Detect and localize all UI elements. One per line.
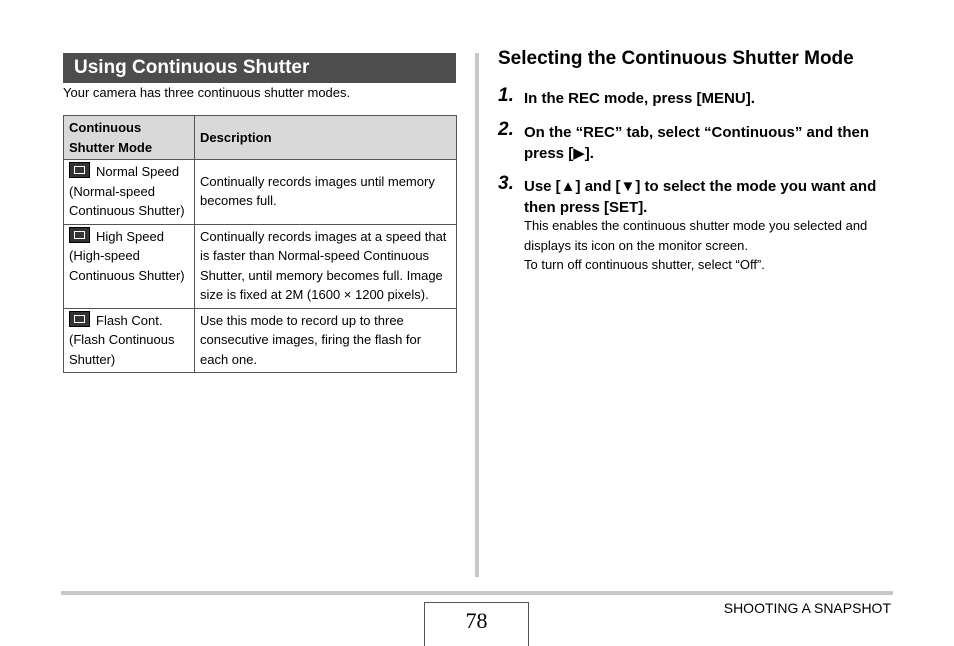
step-text: Use [▲] and [▼] to select the mode you want and then press [SET]. [524, 178, 877, 216]
description-cell: Continually records images at a speed that is faster than Normal-speed Continuous Shutter, until memory becomes full. Image size is fixed at 2M (1600 × 1200 pixels). [195, 224, 457, 308]
table-row [64, 308, 457, 373]
flash-cont-icon [69, 311, 90, 327]
mode-name: Flash Cont. [96, 312, 163, 328]
footer-section-name: SHOOTING A SNAPSHOT [723, 600, 891, 616]
high-speed-icon [69, 227, 90, 243]
mode-name: Normal Speed [96, 164, 180, 179]
step-number: 3. [498, 173, 514, 194]
header-description: Description [195, 116, 457, 160]
mode-name: High Speed [96, 228, 164, 244]
modes-table [63, 115, 457, 373]
step-text: In the REC mode, press [MENU]. [524, 90, 755, 107]
mode-detail: (Normal-speed Continuous Shutter) [69, 183, 185, 218]
note-text: To turn off continuous shutter, select “Off”. [524, 257, 765, 272]
intro-text: Your camera has three continuous shutter modes. [63, 85, 351, 100]
table-row [64, 160, 457, 225]
mode-cell [64, 224, 195, 308]
table-header-row [64, 116, 457, 160]
description-cell: Use this mode to record up to three consecutive images, firing the flash for each one. [195, 308, 457, 373]
mode-detail: (Flash Continuous Shutter) [69, 332, 175, 367]
normal-speed-icon [69, 162, 90, 178]
description-cell: Continually records images until memory becomes full. [195, 160, 457, 225]
mode-detail: (High-speed Continuous Shutter) [69, 248, 185, 283]
mode-cell [64, 160, 195, 225]
page-number: 78 [424, 602, 529, 646]
step-number: 2. [498, 119, 514, 140]
section-title: Using Continuous Shutter [63, 53, 456, 83]
header-mode: Continuous Shutter Mode [64, 116, 195, 160]
right-section-title: Selecting the Continuous Shutter Mode [498, 48, 854, 69]
table-row [64, 224, 457, 308]
footer-divider [61, 591, 893, 595]
column-divider [475, 53, 479, 577]
step-text: On the “REC” tab, select “Continuous” and then press [▶]. [524, 124, 870, 162]
mode-cell [64, 308, 195, 373]
step-number: 1. [498, 85, 514, 106]
note-text: This enables the continuous shutter mode you selected and displays its icon on the monitor screen. [524, 218, 868, 253]
